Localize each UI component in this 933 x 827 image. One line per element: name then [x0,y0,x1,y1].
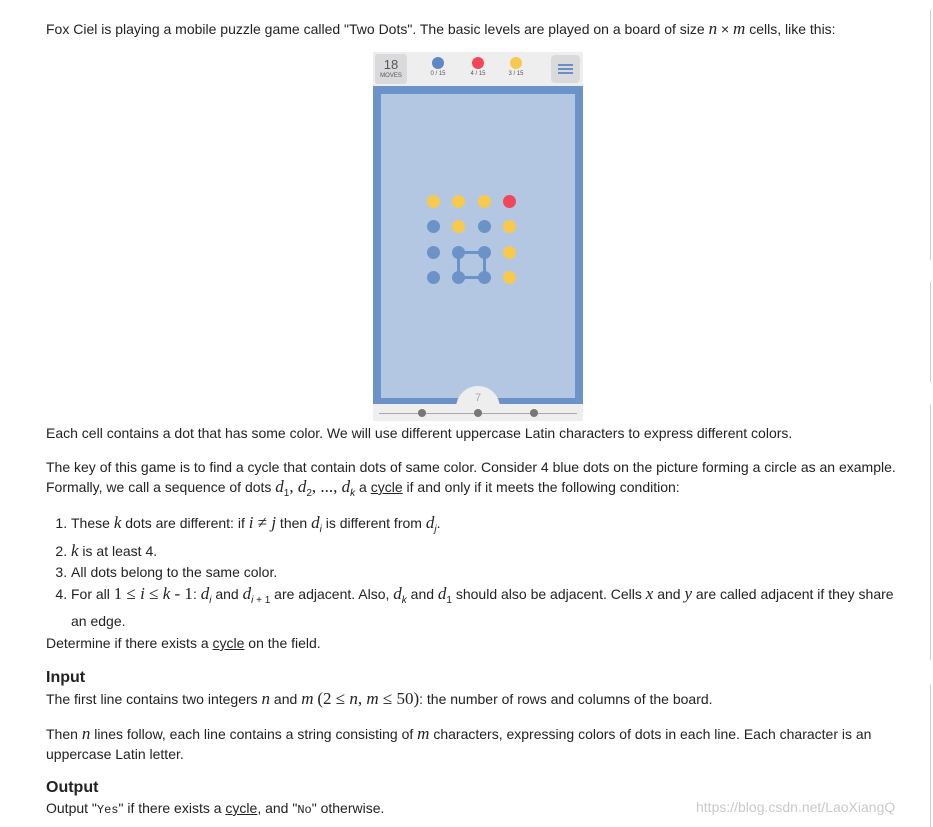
page-divider [930,685,931,827]
input-line-2: Then n lines follow, each line contains a string consisting of m characters, expressing colors of dots in each line. Each character is an uppercase Latin letter. [46,724,872,762]
board-dot[interactable] [452,271,465,284]
board-dot[interactable] [427,195,440,208]
board-dot[interactable] [427,220,440,233]
goal-red: 4 / 15 [463,57,493,79]
page-divider [930,10,931,260]
board-dot[interactable] [478,220,491,233]
intro-paragraph: Fox Ciel is playing a mobile puzzle game called "Two Dots". The basic levels are played on a board of size n × m cells, like this: [46,19,836,38]
cell-paragraph: Each cell contains a dot that has some color. We will use different uppercase Latin characters to express different colors. [46,425,793,441]
board-dot[interactable] [427,246,440,259]
condition-item: 4. For all 1 ≤ i ≤ k - 1: $d_i$ and $d_{i + 1}$ are adjacent. Also, $d_k$ and $d_1$ should also be adjacent. Cells x and y are called adjacent if they share an edge. [71,583,931,632]
red-dot-icon [472,57,484,69]
board-dot[interactable] [478,246,491,259]
moves-counter: 18 MOVES [375,54,407,84]
board-dot[interactable] [452,195,465,208]
two-dots-screenshot [373,52,583,421]
condition-item: 1. These k dots are different: if i ≠ j then $d_i$ is different from $d_j$. [71,512,931,540]
board-dot[interactable] [478,195,491,208]
board-dot[interactable] [478,271,491,284]
cycle-term: cycle [370,479,403,495]
page-divider [930,282,931,382]
board-dot[interactable] [503,220,516,233]
level-tab[interactable]: 7 [456,386,500,412]
slider-dot[interactable] [418,409,426,417]
game-board [373,86,583,406]
board-dot[interactable] [503,246,516,259]
board-dot[interactable] [503,195,516,208]
determine-paragraph: Determine if there exists a cycle on the field. [46,635,321,651]
board-area [381,94,575,398]
slider-dot[interactable] [474,409,482,417]
board-dot[interactable] [452,246,465,259]
game-top-bar [373,52,583,86]
board-dot[interactable] [452,220,465,233]
board-dot[interactable] [503,271,516,284]
condition-item: 2. k is at least 4. [71,540,931,562]
input-line-1: The first line contains two integers n and m (2 ≤ n, m ≤ 50): the number of rows and columns of the board. [46,689,713,708]
watermark: https://blog.csdn.net/LaoXiangQ [696,799,896,815]
output-line: Output "Yes" if there exists a cycle, and "No" otherwise. [46,800,385,817]
goal-yellow: 3 / 15 [501,57,531,79]
yellow-dot-icon [510,57,522,69]
conditions-list [46,512,931,632]
input-heading: Input [46,669,86,686]
goal-blue: 0 / 15 [423,57,453,79]
key-paragraph: The key of this game is to find a cycle that contain dots of same color. Consider 4 blue dots on the picture forming a circle as an example. Formally, we call a sequence of dots $d_1$, $d_2$, ..., $d_k$ a cycle if and only if it meets the following condition: [46,459,896,499]
menu-icon[interactable] [551,55,580,83]
slider-dot[interactable] [530,409,538,417]
board-dot[interactable] [427,271,440,284]
condition-item: 3. All dots belong to the same color. [71,562,931,583]
blue-dot-icon [432,57,444,69]
output-heading: Output [46,779,99,796]
